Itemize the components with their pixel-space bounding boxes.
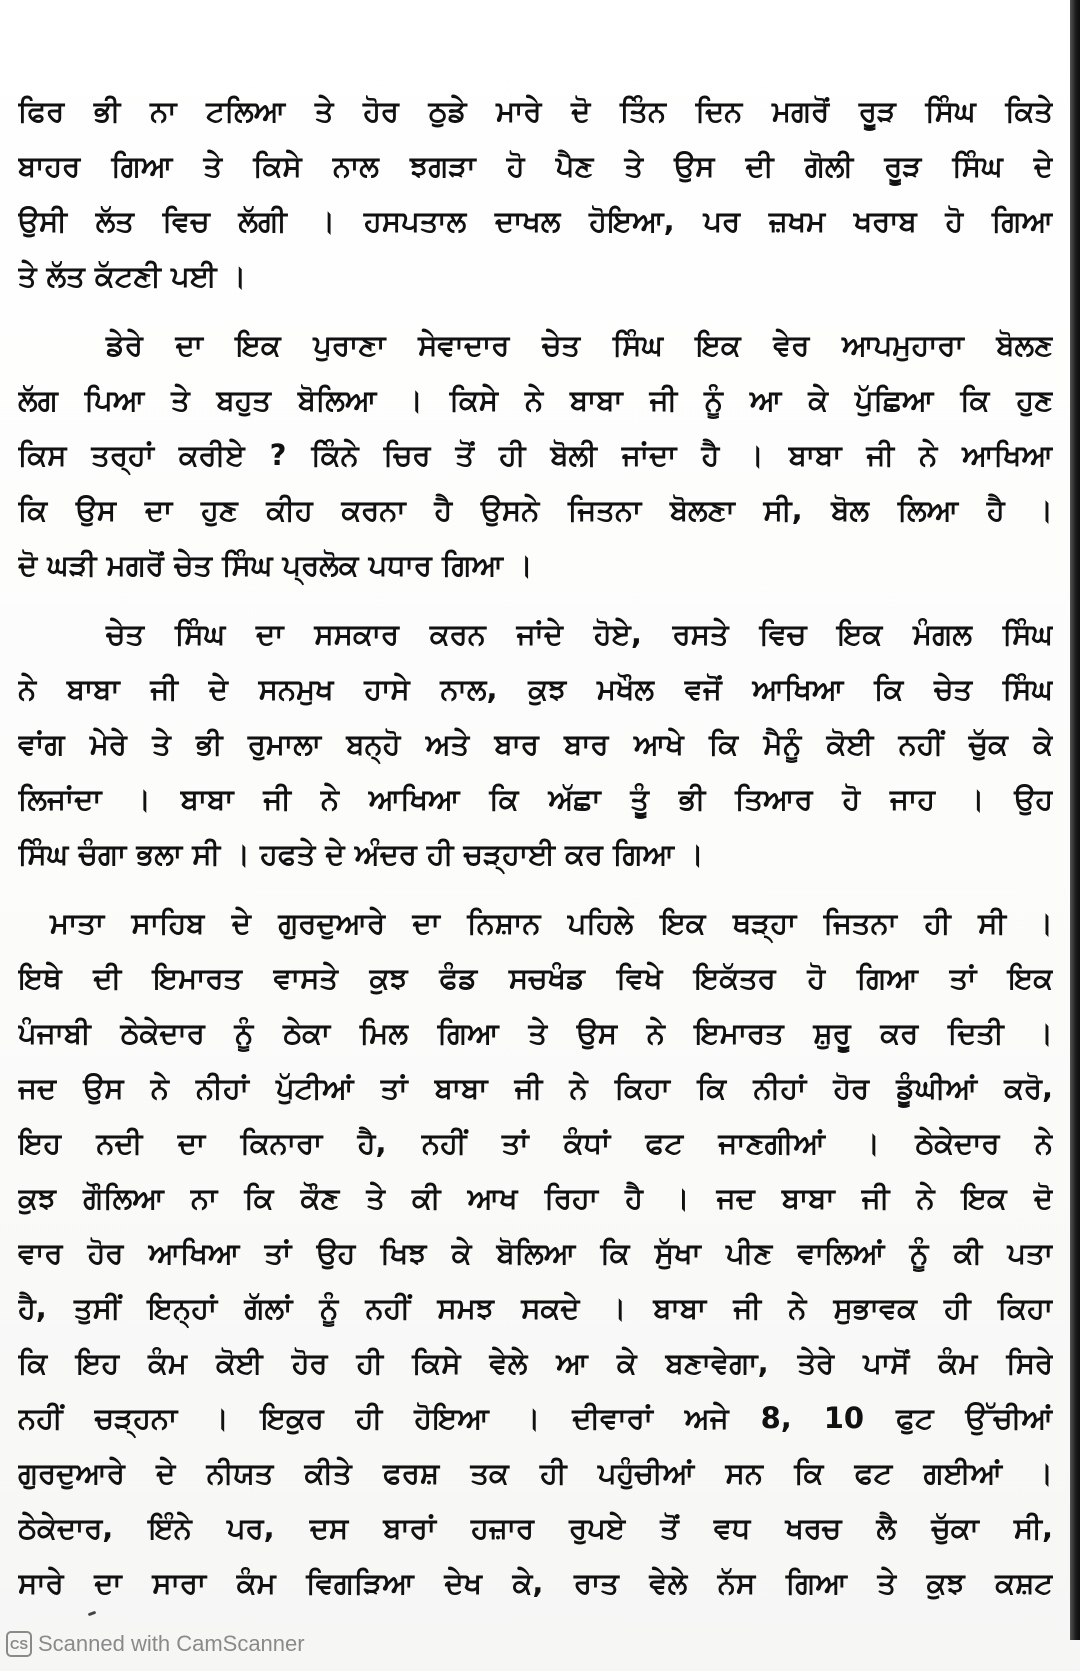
text-line: ਲੱਗ ਪਿਆ ਤੇ ਬਹੁਤ ਬੋਲਿਆ । ਕਿਸੇ ਨੇ ਬਾਬਾ ਜੀ ਨੂੰ ਆ ਕੇ ਪੁੱਛਿਆ ਕਿ ਹੁਣ [18,383,1053,417]
text-line: ਜਦ ਉਸ ਨੇ ਨੀਹਾਂ ਪੁੱਟੀਆਂ ਤਾਂ ਬਾਬਾ ਜੀ ਨੇ ਕਿਹਾ ਕਿ ਨੀਹਾਂ ਹੋਰ ਡੂੰਘੀਆਂ ਕਰੋ, [18,1071,1053,1105]
text-line: ਦੋ ਘੜੀ ਮਗਰੋਂ ਚੇਤ ਸਿੰਘ ਪ੍ਰਲੋਕ ਪਧਾਰ ਗਿਆ । [18,548,533,582]
text-line: ਸਾਰੇ ਦਾ ਸਾਰਾ ਕੰਮ ਵਿਗੜਿਆ ਦੇਖ ਕੇ, ਰਾਤ ਵੇਲੇ ਨੱਸ ਗਿਆ ਤੇ ਕੁਝ ਕਸ਼ਟ [18,1566,1053,1600]
watermark-text: Scanned with CamScanner [38,1631,305,1656]
text-line: ਉਸੀ ਲੱਤ ਵਿਚ ਲੱਗੀ । ਹਸਪਤਾਲ ਦਾਖਲ ਹੋਇਆ, ਪਰ ਜ਼ਖਮ ਖਰਾਬ ਹੋ ਗਿਆ [18,204,1053,238]
text-line: ਸਿੰਘ ਚੰਗਾ ਭਲਾ ਸੀ । ਹਫਤੇ ਦੇ ਅੰਦਰ ਹੀ ਚੜ੍ਹਾਈ ਕਰ ਗਿਆ । [18,837,704,871]
camscanner-logo-icon: CS [6,1631,32,1657]
paragraph-4 [18,896,1053,1611]
text-line: ਬਾਹਰ ਗਿਆ ਤੇ ਕਿਸੇ ਨਾਲ ਝਗੜਾ ਹੋ ਪੈਣ ਤੇ ਉਸ ਦੀ ਗੋਲੀ ਰੂੜ ਸਿੰਘ ਦੇ [18,149,1053,183]
scanner-watermark [6,1627,305,1661]
text-line: ਇਥੇ ਦੀ ਇਮਾਰਤ ਵਾਸਤੇ ਕੁਝ ਫੰਡ ਸਚਖੰਡ ਵਿਖੇ ਇਕੱਤਰ ਹੋ ਗਿਆ ਤਾਂ ਇਕ [18,961,1053,995]
text-line: ਕਿਸ ਤਰ੍ਹਾਂ ਕਰੀਏ ? ਕਿੰਨੇ ਚਿਰ ਤੋਂ ਹੀ ਬੋਲੀ ਜਾਂਦਾ ਹੈ । ਬਾਬਾ ਜੀ ਨੇ ਆਖਿਆ [18,438,1053,472]
text-line: ਨੇ ਬਾਬਾ ਜੀ ਦੇ ਸਨਮੁਖ ਹਾਸੇ ਨਾਲ, ਕੁਝ ਮਖੌਲ ਵਜੋਂ ਆਖਿਆ ਕਿ ਚੇਤ ਸਿੰਘ [18,672,1053,706]
text-line: ਲਿਜਾਂਦਾ । ਬਾਬਾ ਜੀ ਨੇ ਆਖਿਆ ਕਿ ਅੱਛਾ ਤੂੰ ਭੀ ਤਿਆਰ ਹੋ ਜਾਹ । ਉਹ [18,782,1053,816]
paragraph-1 [18,84,1053,304]
page-edge-shadow [1070,0,1080,1640]
paragraph-2 [18,318,1053,593]
text-line: ਇਹ ਨਦੀ ਦਾ ਕਿਨਾਰਾ ਹੈ, ਨਹੀਂ ਤਾਂ ਕੰਧਾਂ ਫਟ ਜਾਣਗੀਆਂ । ਠੇਕੇਦਾਰ ਨੇ [18,1126,1053,1160]
text-line: ਗੁਰਦੁਆਰੇ ਦੇ ਨੀਯਤ ਕੀਤੇ ਫਰਸ਼ ਤਕ ਹੀ ਪਹੁੰਚੀਆਂ ਸਨ ਕਿ ਫਟ ਗਈਆਂ । [18,1456,1053,1490]
document-body [18,84,1053,1625]
text-line: ਚੇਤ ਸਿੰਘ ਦਾ ਸਸਕਾਰ ਕਰਨ ਜਾਂਦੇ ਹੋਏ, ਰਸਤੇ ਵਿਚ ਇਕ ਮੰਗਲ ਸਿੰਘ [106,617,1053,651]
text-line: ਵਾਂਗ ਮੇਰੇ ਤੇ ਭੀ ਰੁਮਾਲਾ ਬਨ੍ਹੋ ਅਤੇ ਬਾਰ ਬਾਰ ਆਖੇ ਕਿ ਮੈਨੂੰ ਕੋਈ ਨਹੀਂ ਚੁੱਕ ਕੇ [18,727,1053,761]
text-line: ਠੇਕੇਦਾਰ, ਇੰਨੇ ਪਰ, ਦਸ ਬਾਰਾਂ ਹਜ਼ਾਰ ਰੁਪਏ ਤੋਂ ਵਧ ਖਰਚ ਲੈ ਚੁੱਕਾ ਸੀ, [18,1511,1053,1545]
text-line: ਵਾਰ ਹੋਰ ਆਖਿਆ ਤਾਂ ਉਹ ਖਿਝ ਕੇ ਬੋਲਿਆ ਕਿ ਸੁੱਖਾ ਪੀਣ ਵਾਲਿਆਂ ਨੂੰ ਕੀ ਪਤਾ [18,1236,1053,1270]
text-line: ਪੰਜਾਬੀ ਠੇਕੇਦਾਰ ਨੂੰ ਠੇਕਾ ਮਿਲ ਗਿਆ ਤੇ ਉਸ ਨੇ ਇਮਾਰਤ ਸ਼ੁਰੂ ਕਰ ਦਿਤੀ । [18,1016,1053,1050]
text-line: ਮਾਤਾ ਸਾਹਿਬ ਦੇ ਗੁਰਦੁਆਰੇ ਦਾ ਨਿਸ਼ਾਨ ਪਹਿਲੇ ਇਕ ਥੜ੍ਹਾ ਜਿਤਨਾ ਹੀ ਸੀ । [50,906,1053,940]
text-line: ਕੁਝ ਗੌਲਿਆ ਨਾ ਕਿ ਕੌਣ ਤੇ ਕੀ ਆਖ ਰਿਹਾ ਹੈ । ਜਦ ਬਾਬਾ ਜੀ ਨੇ ਇਕ ਦੋ [18,1181,1053,1215]
text-line: ਕਿ ਉਸ ਦਾ ਹੁਣ ਕੀਹ ਕਰਨਾ ਹੈ ਉਸਨੇ ਜਿਤਨਾ ਬੋਲਣਾ ਸੀ, ਬੋਲ ਲਿਆ ਹੈ । [18,493,1053,527]
text-line: ਤੇ ਲੱਤ ਕੱਟਣੀ ਪਈ । [18,259,247,293]
text-line: ਫਿਰ ਭੀ ਨਾ ਟਲਿਆ ਤੇ ਹੋਰ ਠੁਡੇ ਮਾਰੇ ਦੋ ਤਿੰਨ ਦਿਨ ਮਗਰੋਂ ਰੂੜ ਸਿੰਘ ਕਿਤੇ [18,94,1053,128]
text-line: ਡੇਰੇ ਦਾ ਇਕ ਪੁਰਾਣਾ ਸੇਵਾਦਾਰ ਚੇਤ ਸਿੰਘ ਇਕ ਵੇਰ ਆਪਮੁਹਾਰਾ ਬੋਲਣ [106,328,1053,362]
text-line: ਕਿ ਇਹ ਕੰਮ ਕੋਈ ਹੋਰ ਹੀ ਕਿਸੇ ਵੇਲੇ ਆ ਕੇ ਬਣਾਵੇਗਾ, ਤੇਰੇ ਪਾਸੋਂ ਕੰਮ ਸਿਰੇ [18,1346,1053,1380]
text-line: ਹੈ, ਤੁਸੀਂ ਇਨ੍ਹਾਂ ਗੱਲਾਂ ਨੂੰ ਨਹੀਂ ਸਮਝ ਸਕਦੇ । ਬਾਬਾ ਜੀ ਨੇ ਸੁਭਾਵਕ ਹੀ ਕਿਹਾ [18,1291,1053,1325]
paragraph-3 [18,607,1053,882]
text-line: ਨਹੀਂ ਚੜ੍ਹਨਾ । ਇਕੁਰ ਹੀ ਹੋਇਆ । ਦੀਵਾਰਾਂ ਅਜੇ 8, 10 ਫੁਟ ਉੱਚੀਆਂ [18,1401,1053,1435]
